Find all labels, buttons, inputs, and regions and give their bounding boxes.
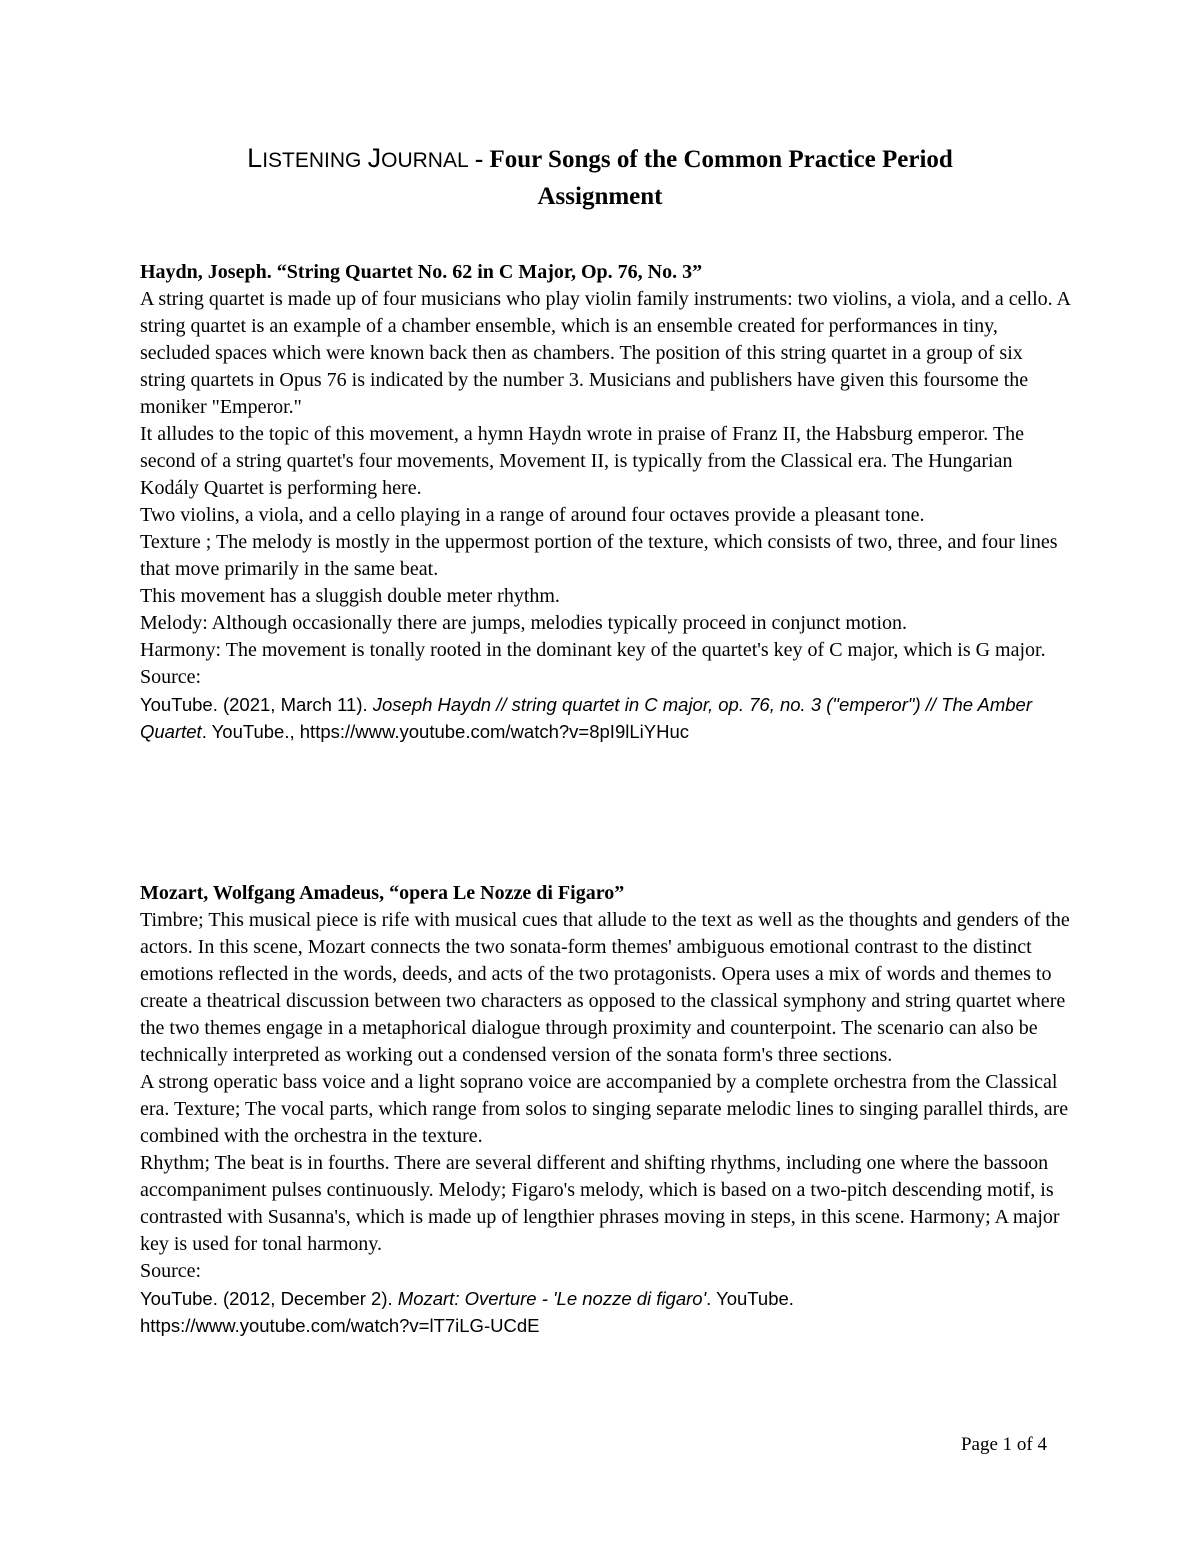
paragraph: Texture ; The melody is mostly in the uppermost portion of the texture, which consists of two, three, and four lines that move primarily in the same beat. (140, 531, 1058, 580)
citation-url: https://www.youtube.com/watch?v=lT7iLG-UCdE (140, 1315, 540, 1336)
title-word-listening: ISTENING (262, 149, 362, 172)
paragraph: A strong operatic bass voice and a light soprano voice are accompanied by a complete orchestra from the Classical era. Texture; The vocal parts, which range from solos to singing separate melodic lines to singing parallel thirds, are combined with the orchestra in the texture. (140, 1071, 1069, 1147)
paragraph: A string quartet is made up of four musicians who play violin family instruments: two violins, a viola, and a cello. A string quartet is an example of a chamber ensemble, which is an ensemble created for performances in tiny, secluded spaces which were known back then as chambers. The position of this string quartet in a group of six string quartets in Opus 76 is indicated by the number 3. Musicians and publishers have given this foursome the moniker "Emperor." (140, 288, 1070, 418)
paragraph: Melody: Although occasionally there are jumps, melodies typically proceed in conjunct motion. (140, 612, 908, 634)
citation (140, 691, 1070, 745)
title-separator: - (468, 146, 490, 173)
paragraph: Timbre; This musical piece is rife with musical cues that allude to the text as well as the thoughts and genders of the actors. In this scene, Mozart connects the two sonata-form themes' ambiguous emotional contrast to the distinct emotions reflected in the words, deeds, and acts of the two protagonists. Opera uses a mix of words and themes to create a theatrical discussion between two characters as opposed to the classical symphony and string quartet where the two themes engage in a metaphorical dialogue through proximity and counterpoint. The scenario can also be technically interpreted as working out a condensed version of the sonata form's three sections. (140, 909, 1070, 1066)
citation-suffix: . YouTube. (706, 1288, 794, 1309)
document-title (140, 140, 1060, 215)
section-heading: Mozart, Wolfgang Amadeus, “opera Le Nozze di Figaro” (140, 882, 625, 904)
citation-title: Joseph Haydn // string quartet in C major, op. 76, no. 3 ("emperor") // The Amber Quartet (140, 694, 1032, 742)
citation-prefix: YouTube. (2021, March 11). (140, 694, 373, 715)
title-line-2: Assignment (537, 183, 663, 210)
section-mozart (140, 880, 1070, 1339)
paragraph: Harmony: The movement is tonally rooted in the dominant key of the quartet's key of C major, which is G major. (140, 639, 1046, 661)
section-heading: Haydn, Joseph. “String Quartet No. 62 in C Major, Op. 76, No. 3” (140, 261, 703, 283)
source-label: Source: (140, 666, 202, 688)
title-line-1 (140, 140, 1060, 179)
paragraph: Two violins, a viola, and a cello playing in a range of around four octaves provide a pleasant tone. (140, 504, 925, 526)
source-label: Source: (140, 1260, 202, 1282)
title-word-journal: OURNAL (381, 149, 469, 172)
citation-suffix: . YouTube., https://www.youtube.com/watch?v=8pI9lLiYHuc (201, 721, 689, 742)
citation (140, 1285, 1070, 1312)
title-initial-j: J (367, 143, 382, 173)
page-number: Page 1 of 4 (960, 1434, 1047, 1455)
citation-title: Mozart: Overture - 'Le nozze di figaro' (397, 1288, 707, 1309)
section-haydn (140, 259, 1070, 745)
paragraph: Rhythm; The beat is in fourths. There are several different and shifting rhythms, including one where the bassoon accompaniment pulses continuously. Melody; Figaro's melody, which is based on a two-pitch descending motif, is contrasted with Susanna's, which is made up of lengthier phrases moving in steps, in this scene. Harmony; A major key is used for tonal harmony. (140, 1152, 1060, 1255)
citation-prefix: YouTube. (2012, December 2). (140, 1288, 398, 1309)
paragraph: This movement has a sluggish double meter rhythm. (140, 585, 560, 607)
paragraph: It alludes to the topic of this movement, a hymn Haydn wrote in praise of Franz II, the Habsburg emperor. The second of a string quartet's four movements, Movement II, is typically from the Classical era. The Hungarian Kodály Quartet is performing here. (140, 423, 1025, 499)
title-main: Four Songs of the Common Practice Period (489, 146, 953, 173)
title-initial-l: L (247, 143, 263, 173)
